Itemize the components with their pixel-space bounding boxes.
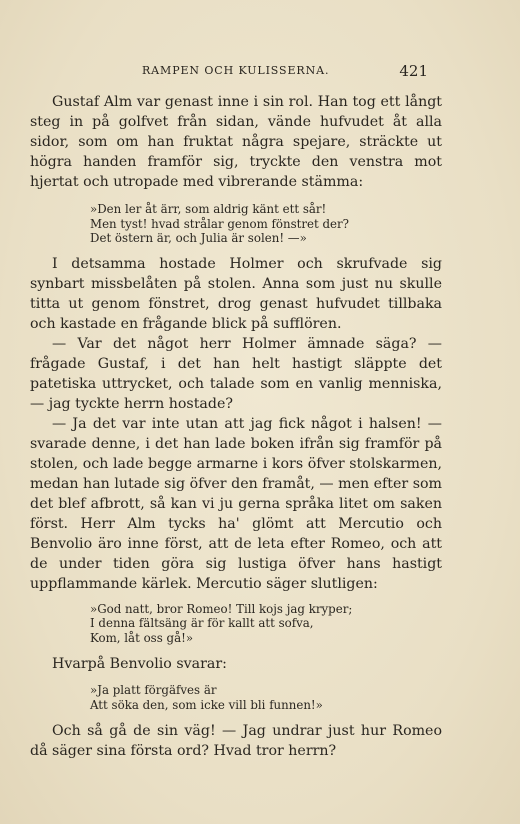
paragraph-3: — Var det något herr Holmer ämnade säga? — frågade Gustaf, i det han helt hastigt släppte det patetiska uttrycket, och talade som en vanlig menniska, — jag tyckte herrn hostade? xyxy=(30,335,442,412)
verse-line: Men tyst! hvad strålar genom fönstret der? xyxy=(90,216,349,231)
paragraph-5: Hvarpå Benvolio svarar: xyxy=(52,656,227,672)
verse-line: »Ja platt förgäfves är xyxy=(90,683,217,697)
verse-block-3 xyxy=(30,683,442,712)
paragraph-6: Och så gå de sin väg! — Jag undrar just hur Romeo då säger sina första ord? Hvad tror herrn? xyxy=(30,723,442,759)
verse-line: »God natt, bror Romeo! Till kojs jag kryper; xyxy=(90,601,353,616)
paragraph-1: Gustaf Alm var genast inne i sin rol. Han tog ett långt steg in på golfvet från sidan, vände hufvudet åt alla sidor, som om han fruktat några spejare, sträckte ut högra handen framför sig, tryckte den venstra mot hjertat och utropade med vibrerande stämma: xyxy=(30,94,442,190)
running-head: RAMPEN OCH KULISSERNA. xyxy=(142,64,330,77)
paragraph-4: — Ja det var inte utan att jag fick något i halsen! — svarade denne, i det han lade boken ifrån sig framför på stolen, och lade begge armarne i kors öfver stolskarmen, medan han lutade sig öfver den framåt, — men efter som det blef afbrott, så kan vi ju gerna språka litet om saken först. Herr Alm tycks ha' glömt att Mercutio och Benvolio äro inne först, att de leta efter Romeo, och att de under tiden göra sig lustiga öfver hans hastigt uppflammande kärlek. Mercutio säger slutligen: xyxy=(30,415,442,592)
paragraph-2: I detsamma hostade Holmer och skrufvade sig synbart missbelåten på stolen. Anna som just nu skulle titta ut genom fönstret, drog genast hufvudet tillbaka och kastade en frågande blick på sufflören. xyxy=(30,255,442,332)
verse-line: »Den ler åt ärr, som aldrig känt ett sår! xyxy=(90,202,327,216)
verse-line: Det östern är, och Julia är solen! —» xyxy=(90,231,307,245)
page-number: 421 xyxy=(399,62,428,80)
verse-line: Kom, låt oss gå!» xyxy=(90,630,194,645)
verse-block-1 xyxy=(30,202,442,246)
page-body xyxy=(30,92,442,761)
verse-block-2 xyxy=(30,602,442,646)
verse-line: I denna fältsäng är för kallt att sofva, xyxy=(90,616,314,630)
verse-line: Att söka den, som icke vill bli funnen!» xyxy=(90,697,323,712)
